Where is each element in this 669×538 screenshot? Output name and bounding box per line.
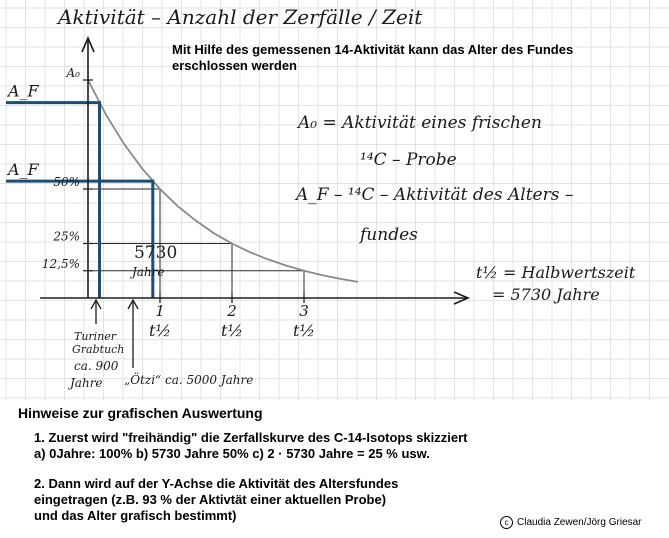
x-tick-number: 2 [227, 302, 237, 320]
y-tick-label: 25% [53, 229, 80, 244]
instruction-line: a) 0Jahre: 100% b) 5730 Jahre 50% c) 2 · 5730 Jahre = 25 % usw. [34, 446, 430, 461]
instruction-line: eingetragen (z.B. 93 % der Aktivtät einer aktuellen Probe) [34, 492, 387, 507]
y-tick-label: 12,5% [41, 256, 80, 271]
copyright-notice [500, 516, 642, 529]
intro-text: Mit Hilfe des gemessenen 14-Aktivität kann das Alter des Fundes erschlossen werden [172, 42, 574, 73]
copyright-text: Claudia Zewen/Jörg Griesar [517, 517, 642, 528]
half-life-unit: Jahre [132, 265, 165, 279]
shroud-label-line: Jahre [70, 376, 103, 390]
definitions [294, 113, 636, 304]
axes [40, 38, 468, 304]
instruction-step-2 [34, 476, 398, 524]
guide-lines [88, 189, 304, 298]
half-life-note [129, 243, 177, 279]
instruction-line: 2. Dann wird auf der Y-Achse die Aktivität des Altersfundes [34, 476, 399, 491]
notes-heading: Hinweise zur grafischen Auswertung [18, 405, 263, 421]
halflife-definition-line: t½ = Halbwertszeit [476, 263, 636, 282]
instruction-step-1 [34, 430, 468, 462]
shroud-label-line: ca. 900 [74, 359, 119, 373]
definition-af-line: fundes [360, 225, 418, 245]
chart-title: Aktivität – Anzahl der Zerfälle / Zeit [58, 5, 423, 29]
instruction-line: und das Alter grafisch bestimmt) [34, 508, 237, 523]
shroud-label-line: Grabtuch [72, 343, 125, 356]
x-tick-label: t½ [293, 321, 315, 340]
instruction-line: 1. Zuerst wird "freihändig" die Zerfallskurve des C-14-Isotops skizziert [34, 430, 468, 445]
y-tick-label: A₀ [66, 66, 80, 80]
copyright-icon: c [500, 516, 513, 529]
shroud-annotation [67, 300, 124, 390]
definition-af-line: A_F – ¹⁴C – Aktivität des Alters – [296, 185, 574, 205]
y-tick-label: 50% [53, 175, 80, 189]
reading-line-label: A_F [8, 81, 39, 101]
x-tick-label: t½ [149, 321, 171, 340]
reading-line-label: A_F [8, 160, 39, 180]
definition-a0-line: ¹⁴C – Probe [360, 150, 457, 170]
definition-a0-line: A₀ = Aktivität eines frischen [298, 113, 542, 133]
halflife-definition-line: = 5730 Jahre [492, 285, 600, 304]
shroud-label-line: Turiner [74, 330, 117, 343]
x-tick-number: 3 [299, 302, 309, 320]
x-tick-number: 1 [155, 302, 165, 320]
half-life-value: 5730 [134, 243, 178, 263]
x-tick-label: t½ [221, 321, 243, 340]
oetzi-label: „Ötzi“ ca. 5000 Jahre [124, 373, 254, 387]
